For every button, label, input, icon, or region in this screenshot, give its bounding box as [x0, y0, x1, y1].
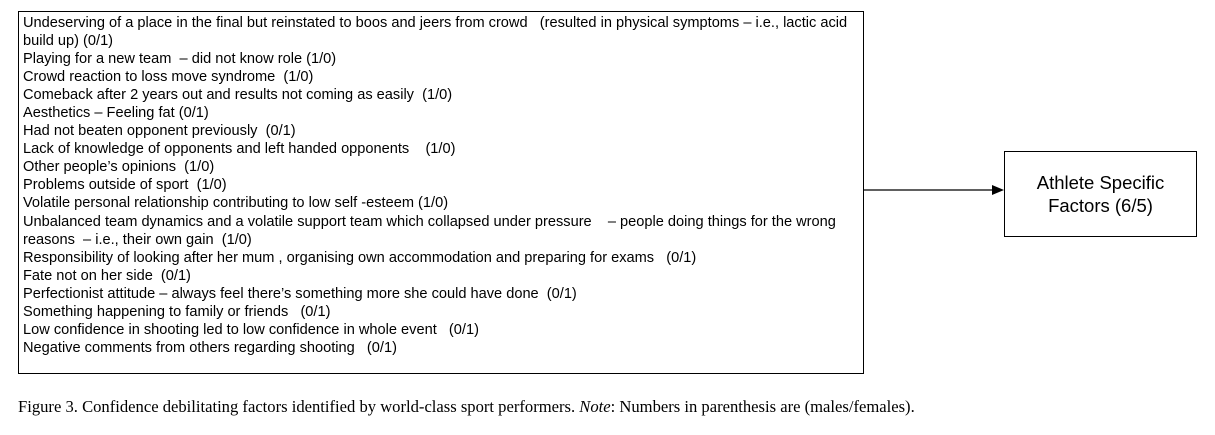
- factor-item: Comeback after 2 years out and results not coming as easily (1/0): [23, 87, 453, 104]
- figure-caption: [18, 397, 1213, 417]
- factor-item: Perfectionist attitude – always feel there’s something more she could have done (0/1): [23, 285, 577, 302]
- target-factor-box: [1004, 151, 1197, 237]
- factor-item: Had not beaten opponent previously (0/1): [23, 123, 296, 140]
- factor-item: Playing for a new team – did not know role (1/0): [23, 51, 337, 68]
- factor-item: Negative comments from others regarding shooting (0/1): [23, 339, 397, 356]
- factor-item: Undeserving of a place in the final but reinstated to boos and jeers from crowd (resulted in physical symptoms – i.e., lactic acid build up) (0/1): [23, 15, 852, 50]
- factor-item: Lack of knowledge of opponents and left handed opponents (1/0): [23, 141, 456, 158]
- factor-item: Something happening to family or friends (0/1): [23, 303, 331, 320]
- factor-item: Other people’s opinions (1/0): [23, 159, 215, 176]
- target-factor-label: Athlete Specific Factors (6/5): [1036, 172, 1165, 216]
- caption-note-text: : Numbers in parenthesis are (males/females).: [610, 397, 915, 416]
- factor-item: Unbalanced team dynamics and a volatile support team which collapsed under pressure – people doing things for the wrong reasons – i.e., their own gain (1/0): [23, 213, 840, 248]
- factor-item: Low confidence in shooting led to low confidence in whole event (0/1): [23, 321, 479, 338]
- caption-note-label: Note: [579, 397, 611, 416]
- arrowhead-icon: [992, 185, 1004, 195]
- factor-item: Aesthetics – Feeling fat (0/1): [23, 105, 209, 122]
- factor-item: Responsibility of looking after her mum , organising own accommodation and preparing for exams (0/1): [23, 249, 697, 266]
- factor-item: Fate not on her side (0/1): [23, 267, 191, 284]
- factor-item: Crowd reaction to loss move syndrome (1/0): [23, 69, 314, 86]
- factor-item: Volatile personal relationship contributing to low self -esteem (1/0): [23, 195, 449, 212]
- factor-list-box: [18, 11, 864, 374]
- caption-lead: Figure 3. Confidence debilitating factors identified by world-class sport performers.: [18, 397, 580, 416]
- factor-item: Problems outside of sport (1/0): [23, 177, 227, 194]
